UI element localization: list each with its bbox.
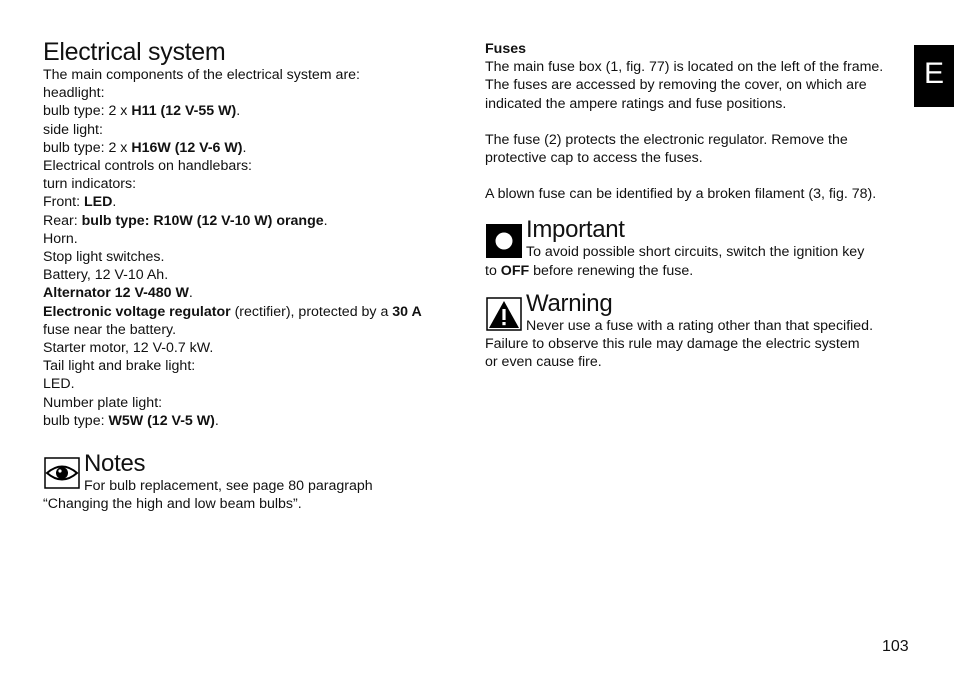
spec-line: bulb type: 2 x H16W (12 V-6 W). xyxy=(43,139,247,156)
fuses-paragraph-1: The main fuse box (1, fig. 77) is located on the left of the frame. The fuses are accessed by removing the cover, on which are indicated the ampere ratings and fuse positions. xyxy=(485,59,884,112)
notes-block xyxy=(43,451,473,513)
spec-line: Electrical controls on handlebars: xyxy=(43,158,252,175)
notes-text-line2: “Changing the high and low beam bulbs”. xyxy=(43,496,302,513)
spec-line: Front: LED. xyxy=(43,194,117,211)
spec-line: Starter motor, 12 V-0.7 kW. xyxy=(43,340,214,357)
spec-line: fuse near the battery. xyxy=(43,321,177,338)
spec-line: Electronic voltage regulator (rectifier), protected by a 30 A xyxy=(43,303,422,320)
spec-line: side light: xyxy=(43,121,103,138)
spec-line: Battery, 12 V-10 Ah. xyxy=(43,267,169,284)
fuses-paragraph-2: The fuse (2) protects the electronic regulator. Remove the protective cap to access the fuses. xyxy=(485,131,848,167)
spec-line: turn indicators: xyxy=(43,176,137,193)
spec-line: Tail light and brake light: xyxy=(43,358,196,375)
page-number: 103 xyxy=(882,638,909,655)
important-text-line2: to OFF before renewing the fuse. xyxy=(485,262,694,279)
spec-line: Stop light switches. xyxy=(43,249,165,266)
spec-line: bulb type: 2 x H11 (12 V-55 W). xyxy=(43,103,241,120)
warning-block xyxy=(485,291,915,372)
important-block xyxy=(485,217,915,279)
section-title-electrical-system: Electrical system xyxy=(43,38,226,66)
left-column xyxy=(43,38,473,513)
spec-line: bulb type: W5W (12 V-5 W). xyxy=(43,412,219,429)
warning-heading: Warning xyxy=(526,289,613,317)
important-dot-icon xyxy=(486,224,522,258)
important-heading: Important xyxy=(526,216,625,244)
spec-list xyxy=(43,84,473,430)
spec-line: headlight: xyxy=(43,85,105,102)
eye-icon xyxy=(44,457,80,491)
fuses-heading: Fuses xyxy=(485,41,527,57)
spec-line: Number plate light: xyxy=(43,394,163,411)
warning-text-line2: Failure to observe this rule may damage the electric system xyxy=(485,336,860,353)
warning-text-line3: or even cause fire. xyxy=(485,354,602,371)
spec-line: LED. xyxy=(43,376,75,393)
warning-triangle-icon xyxy=(486,297,522,331)
intro-line: The main components of the electrical system are: xyxy=(43,67,360,83)
right-column xyxy=(485,40,915,371)
fuses-paragraph-3: A blown fuse can be identified by a broken filament (3, fig. 78). xyxy=(485,186,877,203)
important-text-line1: To avoid possible short circuits, switch the ignition key xyxy=(526,244,865,261)
language-tab: E xyxy=(914,45,954,107)
spec-line: Horn. xyxy=(43,230,78,247)
warning-text-line1: Never use a fuse with a rating other than that specified. xyxy=(526,317,874,334)
spec-line: Alternator 12 V-480 W. xyxy=(43,285,193,302)
notes-text-line1: For bulb replacement, see page 80 paragraph xyxy=(84,478,373,495)
notes-heading: Notes xyxy=(84,450,146,478)
spec-line: Rear: bulb type: R10W (12 V-10 W) orange. xyxy=(43,212,328,229)
